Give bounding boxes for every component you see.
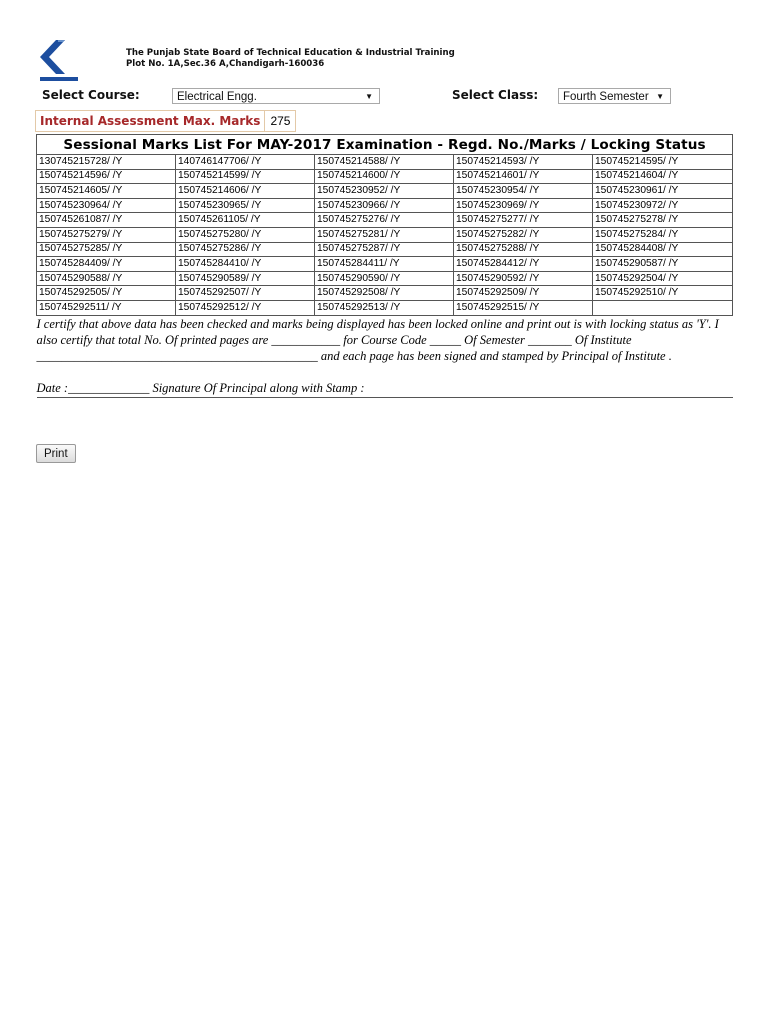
org-header <box>126 48 455 70</box>
table-cell: 150745290590/ /Y <box>315 271 454 286</box>
table-cell: 150745275279/ /Y <box>37 227 176 242</box>
table-cell: 140746147706/ /Y <box>176 155 315 170</box>
table-cell: 150745214606/ /Y <box>176 184 315 199</box>
table-cell: 130745215728/ /Y <box>37 155 176 170</box>
table-cell: 150745290589/ /Y <box>176 271 315 286</box>
sessional-marks-table <box>36 134 733 398</box>
table-cell: 150745214601/ /Y <box>454 169 593 184</box>
chevron-down-icon: ▼ <box>365 92 373 101</box>
table-cell: 150745275284/ /Y <box>593 227 733 242</box>
table-cell: 150745275286/ /Y <box>176 242 315 257</box>
table-cell: 150745290587/ /Y <box>593 257 733 272</box>
table-title: Sessional Marks List For MAY-2017 Examination - Regd. No./Marks / Locking Status <box>37 135 733 155</box>
table-cell: 150745230954/ /Y <box>454 184 593 199</box>
internal-assessment-label: Internal Assessment Max. Marks <box>36 111 265 131</box>
table-row <box>37 257 733 272</box>
table-cell: 150745292509/ /Y <box>454 286 593 301</box>
table-cell: 150745292508/ /Y <box>315 286 454 301</box>
table-cell: 150745275281/ /Y <box>315 227 454 242</box>
table-row <box>37 300 733 315</box>
table-row <box>37 169 733 184</box>
table-cell: 150745284408/ /Y <box>593 242 733 257</box>
table-row <box>37 286 733 301</box>
table-cell: 150745292515/ /Y <box>454 300 593 315</box>
table-cell: 150745230952/ /Y <box>315 184 454 199</box>
table-cell: 150745275285/ /Y <box>37 242 176 257</box>
table-cell: 150745214588/ /Y <box>315 155 454 170</box>
table-cell: 150745214604/ /Y <box>593 169 733 184</box>
table-cell: 150745230972/ /Y <box>593 198 733 213</box>
class-label: Select Class: <box>452 88 539 102</box>
class-select-value: Fourth Semester <box>563 91 649 103</box>
table-row <box>37 271 733 286</box>
print-button[interactable]: Print <box>36 444 76 463</box>
internal-assessment-value: 275 <box>270 114 291 128</box>
table-cell: 150745275278/ /Y <box>593 213 733 228</box>
course-select-value: Electrical Engg. <box>177 91 257 103</box>
table-cell: 150745292510/ /Y <box>593 286 733 301</box>
table-cell: 150745275287/ /Y <box>315 242 454 257</box>
table-cell: 150745275288/ /Y <box>454 242 593 257</box>
table-cell <box>593 300 733 315</box>
table-cell: 150745230966/ /Y <box>315 198 454 213</box>
internal-assessment-box <box>35 110 296 132</box>
table-cell: 150745292504/ /Y <box>593 271 733 286</box>
table-row <box>37 227 733 242</box>
org-address: Plot No. 1A,Sec.36 A,Chandigarh-160036 <box>126 59 325 69</box>
certification-block <box>37 315 733 397</box>
table-cell: 150745292512/ /Y <box>176 300 315 315</box>
table-cell: 150745284412/ /Y <box>454 257 593 272</box>
table-cell: 150745214599/ /Y <box>176 169 315 184</box>
table-cell: 150745284411/ /Y <box>315 257 454 272</box>
board-logo-icon <box>38 38 80 82</box>
table-cell: 150745284410/ /Y <box>176 257 315 272</box>
table-cell: 150745290588/ /Y <box>37 271 176 286</box>
course-select[interactable] <box>172 88 380 104</box>
table-cell: 150745214605/ /Y <box>37 184 176 199</box>
table-body <box>37 155 733 316</box>
table-cell: 150745275276/ /Y <box>315 213 454 228</box>
table-row <box>37 213 733 228</box>
table-cell: 150745292511/ /Y <box>37 300 176 315</box>
table-cell: 150745261087/ /Y <box>37 213 176 228</box>
chevron-down-icon: ▼ <box>656 92 664 101</box>
table-cell: 150745230965/ /Y <box>176 198 315 213</box>
table-cell: 150745284409/ /Y <box>37 257 176 272</box>
table-cell: 150745230969/ /Y <box>454 198 593 213</box>
table-cell: 150745275282/ /Y <box>454 227 593 242</box>
signature-line: Date :_____________ Signature Of Principal along with Stamp : <box>36 381 365 396</box>
certification-text: I certify that above data has been checked and marks being displayed has been locked online and print out is with locking status as 'Y'. I also certify that total No. Of printed pages are ___________ for Course Code _____ Of Semester _______ Of Institute _____________________________________________ and each page has been signed and stamped by Principal of Institute . <box>36 316 719 364</box>
table-cell: 150745230961/ /Y <box>593 184 733 199</box>
table-cell: 150745275277/ /Y <box>454 213 593 228</box>
table-row <box>37 155 733 170</box>
table-cell: 150745292505/ /Y <box>37 286 176 301</box>
table-row <box>37 184 733 199</box>
table-cell: 150745214593/ /Y <box>454 155 593 170</box>
table-cell: 150745292507/ /Y <box>176 286 315 301</box>
table-cell: 150745214595/ /Y <box>593 155 733 170</box>
org-name: The Punjab State Board of Technical Education & Industrial Training <box>126 48 455 58</box>
table-cell: 150745292513/ /Y <box>315 300 454 315</box>
class-select[interactable] <box>558 88 671 104</box>
table-row <box>37 198 733 213</box>
table-cell: 150745290592/ /Y <box>454 271 593 286</box>
table-cell: 150745261105/ /Y <box>176 213 315 228</box>
table-cell: 150745230964/ /Y <box>37 198 176 213</box>
table-row <box>37 242 733 257</box>
course-label: Select Course: <box>42 88 140 102</box>
table-cell: 150745275280/ /Y <box>176 227 315 242</box>
table-cell: 150745214600/ /Y <box>315 169 454 184</box>
table-cell: 150745214596/ /Y <box>37 169 176 184</box>
